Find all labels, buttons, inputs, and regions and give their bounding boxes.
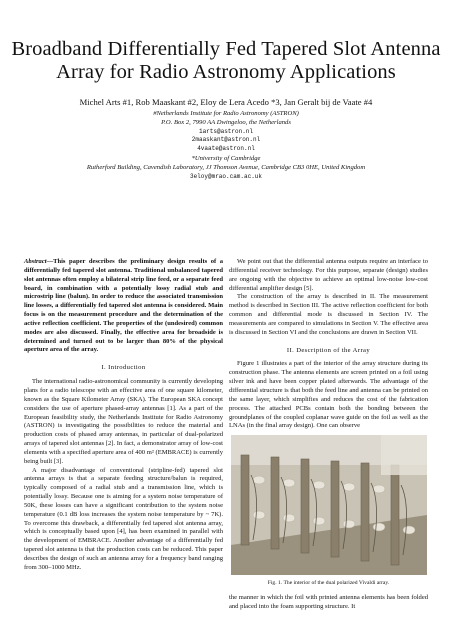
email-1: 1arts@astron.nl [198,128,253,135]
affil1-line1: #Netherlands Institute for Radio Astronomy (ASTRON) [153,110,299,117]
array-paragraph-1: Figure 1 illustrates a part of the interior of the array structure during its construction phase. The antenna elements are screen printed on a foil using silver ink and have been copper plated afterwards. The advantage of the differential structure is that both the feed line and antenna can be printed on the same layer, which simplifies and reduces the cost of the fabrication process. The attached PCBs contain both the bonding between the groundplanes of the coupled coplanar wave guide on the foil as well as the LNAs (in the final array design). One can observe [229,360,428,430]
affil2-line2: Rutherford Building, Cavendish Laboratory, JJ Thomson Avenue, Cambridge CB3 0HE, United Kingdom [86,163,366,171]
title-line-1: Broadband Differentially Fed Tapered Slot Antenna [11,38,441,60]
email-3: 4vaate@astron.nl [197,144,255,152]
abstract-text: —This paper describes the preliminary design results of a differentially fed tapered slot antenna. Traditional unbalanced tapered slot antennas often employ a bilateral strip line feed, or a separate feed board, in combination with a potentially lossy radial stub and microstrip line (balun). In order to reduce the associated transmission line losses, a differentially fed tapered slot antenna is considered. Main focus is on the measurement procedure and the determination of the active reflection coefficient. The properties of the (undesired) common modes are also discussed. Finally, the effective area for broadside is determined and turned out to be larger than 80% of the physical aperture area of the array. [24,258,223,354]
paper-title [0,38,452,84]
figure-1-photo [231,435,427,575]
array-paragraph-2: the manner in which the foil with printed antenna elements has been folded and placed into the foam supporting structure. It [229,594,428,610]
title-line-2: Array for Radio Astronomy Applications [56,61,396,83]
authors: Michel Arts #1, Rob Maaskant #2, Eloy de Lera Acedo *3, Jan Geralt bij de Vaate #4 [79,97,373,107]
affil2-line1: *University of Cambridge [191,155,261,162]
section-1-heading: I. Introduction [101,364,146,372]
vivaldi-array-photo [231,435,427,575]
astron-emails [0,128,452,153]
abstract-label: Abstract [24,258,47,265]
intro-paragraph-2: A major disadvantage of conventional (stripline-fed) tapered slot antenna arrays is that a separate feeding structure/balun is required, typically composed of a radial stub and a transmission line, which is potentially lossy. Because one is aiming for a system noise temperature of 50K, these losses can have a significant contribution to the system noise temperature (0.1 dB loss increases the system noise temperature by ~ 7K). To overcome this drawback, a differentially fed tapered slot antenna array, which is conceptually based upon [4], has been examined in parallel with the development of EMBRACE. Another advantage of a differentially fed tapered slot antenna is that the production costs can be reduced. This paper describes the design of such an antenna array for a frequency band ranging from 300–1000 MHz. [24,466,223,571]
affiliation-astron [0,110,452,127]
figure-1-caption: Fig. 1. The interior of the dual polarized Vivaldi array. [267,580,390,587]
intro-paragraph-1: The international radio-astronomical community is currently developing plans for a radio telescope with an effective area of one square kilometer, known as the Square Kilometer Array (SKA). The European SKA concept considers the use of aperture phased-array antennas [1]. As a part of the European feasibility study, the Netherlands Institute for Radio Astronomy (ASTRON) is investigating the possibilities to reduce the material and production costs of phased array antennas, in particular of dual-polarized arrays of tapered slot antennas [2]. In fact, a demonstrator array of low-cost elements with a specified aperture area of 400 m² (EMBRACE) is currently being built [3]. [24,378,223,465]
affil1-line2: P.O. Box 2, 7990 AA Dwingeloo, the Netherlands [161,118,291,126]
cambridge-email: 3eloy@mrao.cam.ac.uk [189,173,262,180]
left-column [24,258,223,573]
section-2-heading: II. Description of the Array [286,346,371,354]
intro-paragraph-3: We point out that the differential antenna outputs require an interface to differential receiver technology. For this purpose, separate (design) studies are ongoing with the objective to achieve an optimal low-noise low-cost differential amplifier design [5]. [229,258,428,292]
abstract [24,258,223,355]
right-column [229,258,428,612]
affiliation-cambridge [0,155,452,172]
email-2: 2maaskant@astron.nl [191,136,261,144]
intro-paragraph-4: The construction of the array is described in II. The measurement method is described in Section III. The active reflection coefficient for both common and differential mode is discussed in Section IV. The measurements are compared to simulations in Section V. The effective area is discussed in Section VI and the conclusions are drawn in Section VII. [229,293,428,336]
